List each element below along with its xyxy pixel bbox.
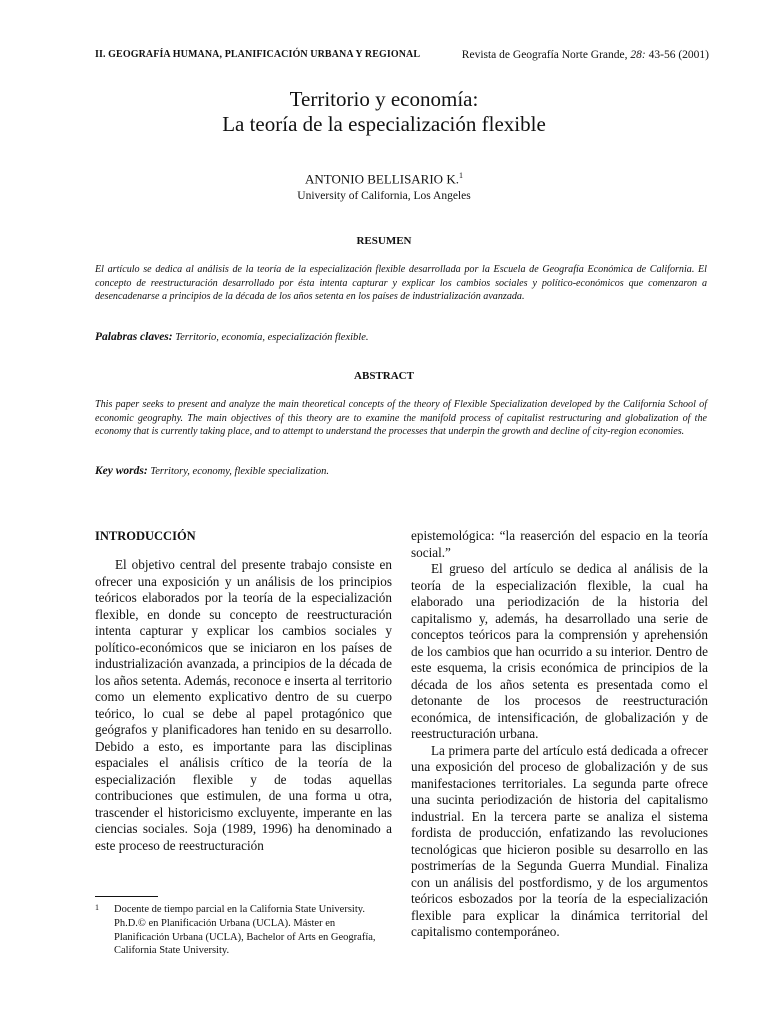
title-line-1: Territorio y economía: [289,87,479,111]
footnote-text: Docente de tiempo parcial en la California State University. Ph.D.© en Planificación Urbana (UCLA). Máster en Planificación Urbana (UCLA), Bachelor of Arts en Geografía, California State University. [114,904,376,957]
author-affiliation: University of California, Los Angeles [297,190,471,202]
left-paragraph-1: El objetivo central del presente trabajo consiste en ofrecer una exposición y un análisis de los principios teóricos elaborados por la teoría de la especialización flexible, en donde su concepto de reestructuración intenta capturar y explicar los cambios sociales y político-económicos que se iniciaron en los países de industrialización avanzada, a principios de la década de los años setenta. Además, reconoce e inserta al territorio como un elemento explicativo dentro de su cuerpo teórico, lo cual se debe al papel protagónico que geógrafos y planificadores han tenido en su desarrollo. Debido a esto, es importante para las disciplinas espaciales el análisis crítico de la teoría de la especialización flexible y de todas aquellas contribuciones que estimulen, de una forma u otra, trascender el historicismo excluyente, imperante en las ciencias sociales. Soja (1989, 1996) ha denominado a este proceso de reestructuración [95,557,392,853]
author-note-mark: 1 [458,171,463,180]
abstract-keywords-text: Territory, economy, flexible specialization. [147,466,330,477]
resumen-keywords-text: Territorio, economía, especialización flexible. [172,332,369,343]
footnote-rule [95,896,158,897]
resumen-keywords-label: Palabras claves: [95,331,173,343]
abstract-text: This paper seeks to present and analyze the main theoretical concepts of the theory of Flexible Specialization developed by the California School of economic geography. The main objectives of this theory are to examine the manifold process of capitalist restructuring and globalization of the economy that is currently taking place, and to attempt to understand the processes that underpin the growth and decline of city-region economies. [95,399,707,438]
article-title [0,87,768,137]
resumen-text: El artículo se dedica al análisis de la teoría de la especialización flexible desarrollada por la Escuela de Geografía Económica de California. El concepto de reestructuración desarrollado por ésta intenta capturar y explicar los cambios sociales y político-económicos que comenzaron a desencadenarse a principios de la década de los años setenta en los países de industrialización avanzada. [95,264,707,303]
left-column [95,557,392,854]
right-paragraph-2: La primera parte del artículo está dedicada a ofrecer una exposición del proceso de globalización y de sus manifestaciones territoriales. La segunda parte ofrece una sucinta periodización de historia del capitalismo industrial. En la tercera parte se analiza el sistema fordista de producción, enfatizando las revoluciones tecnológicas que hicieron posible su desarrollo en las postrimerías de la Segunda Guerra Mundial. Finaliza con un análisis del postfordismo, y de los argumentos teóricos esbozados por la teoría de la especialización flexible para explicar la dinámica territorial del capitalismo contemporáneo. [411,742,708,939]
section-header: II. GEOGRAFÍA HUMANA, PLANIFICACIÓN URBANA Y REGIONAL [95,49,421,60]
journal-suffix: 43-56 (2001) [645,49,709,61]
author-name [0,171,768,187]
abstract-heading: ABSTRACT [354,370,414,382]
journal-volume: 28: [630,49,646,61]
right-column [411,528,708,941]
journal-citation [462,49,709,61]
footnote [95,903,392,958]
resumen-heading: RESUMEN [356,235,412,247]
abstract-keywords-label: Key words: [95,465,148,477]
resumen-keywords [95,331,707,343]
right-paragraph-1: El grueso del artículo se dedica al análisis de la teoría de la especialización flexible, la cual ha elaborado una periodización de la historia del capitalismo y, además, ha desarrollado una serie de conceptos teóricos para la comprensión y aprehensión de los cambios que han ocurrido a su interior. Dentro de este esquema, la crisis económica de principios de la década de los años setenta es presentada como el detonante de los procesos de reestructuración económica, de intensificación, de globalización y de reestructuración urbana. [411,561,708,741]
author-name-text: ANTONIO BELLISARIO K. [305,171,459,187]
right-paragraph-0: epistemológica: “la reaserción del espacio en la teoría social.” [411,528,708,560]
abstract-keywords [95,465,707,477]
introduction-heading: INTRODUCCIÓN [95,529,196,543]
journal-prefix: Revista de Geografía Norte Grande, [461,49,631,61]
footnote-mark: 1 [95,903,99,912]
title-line-2: La teoría de la especialización flexible [222,112,546,136]
